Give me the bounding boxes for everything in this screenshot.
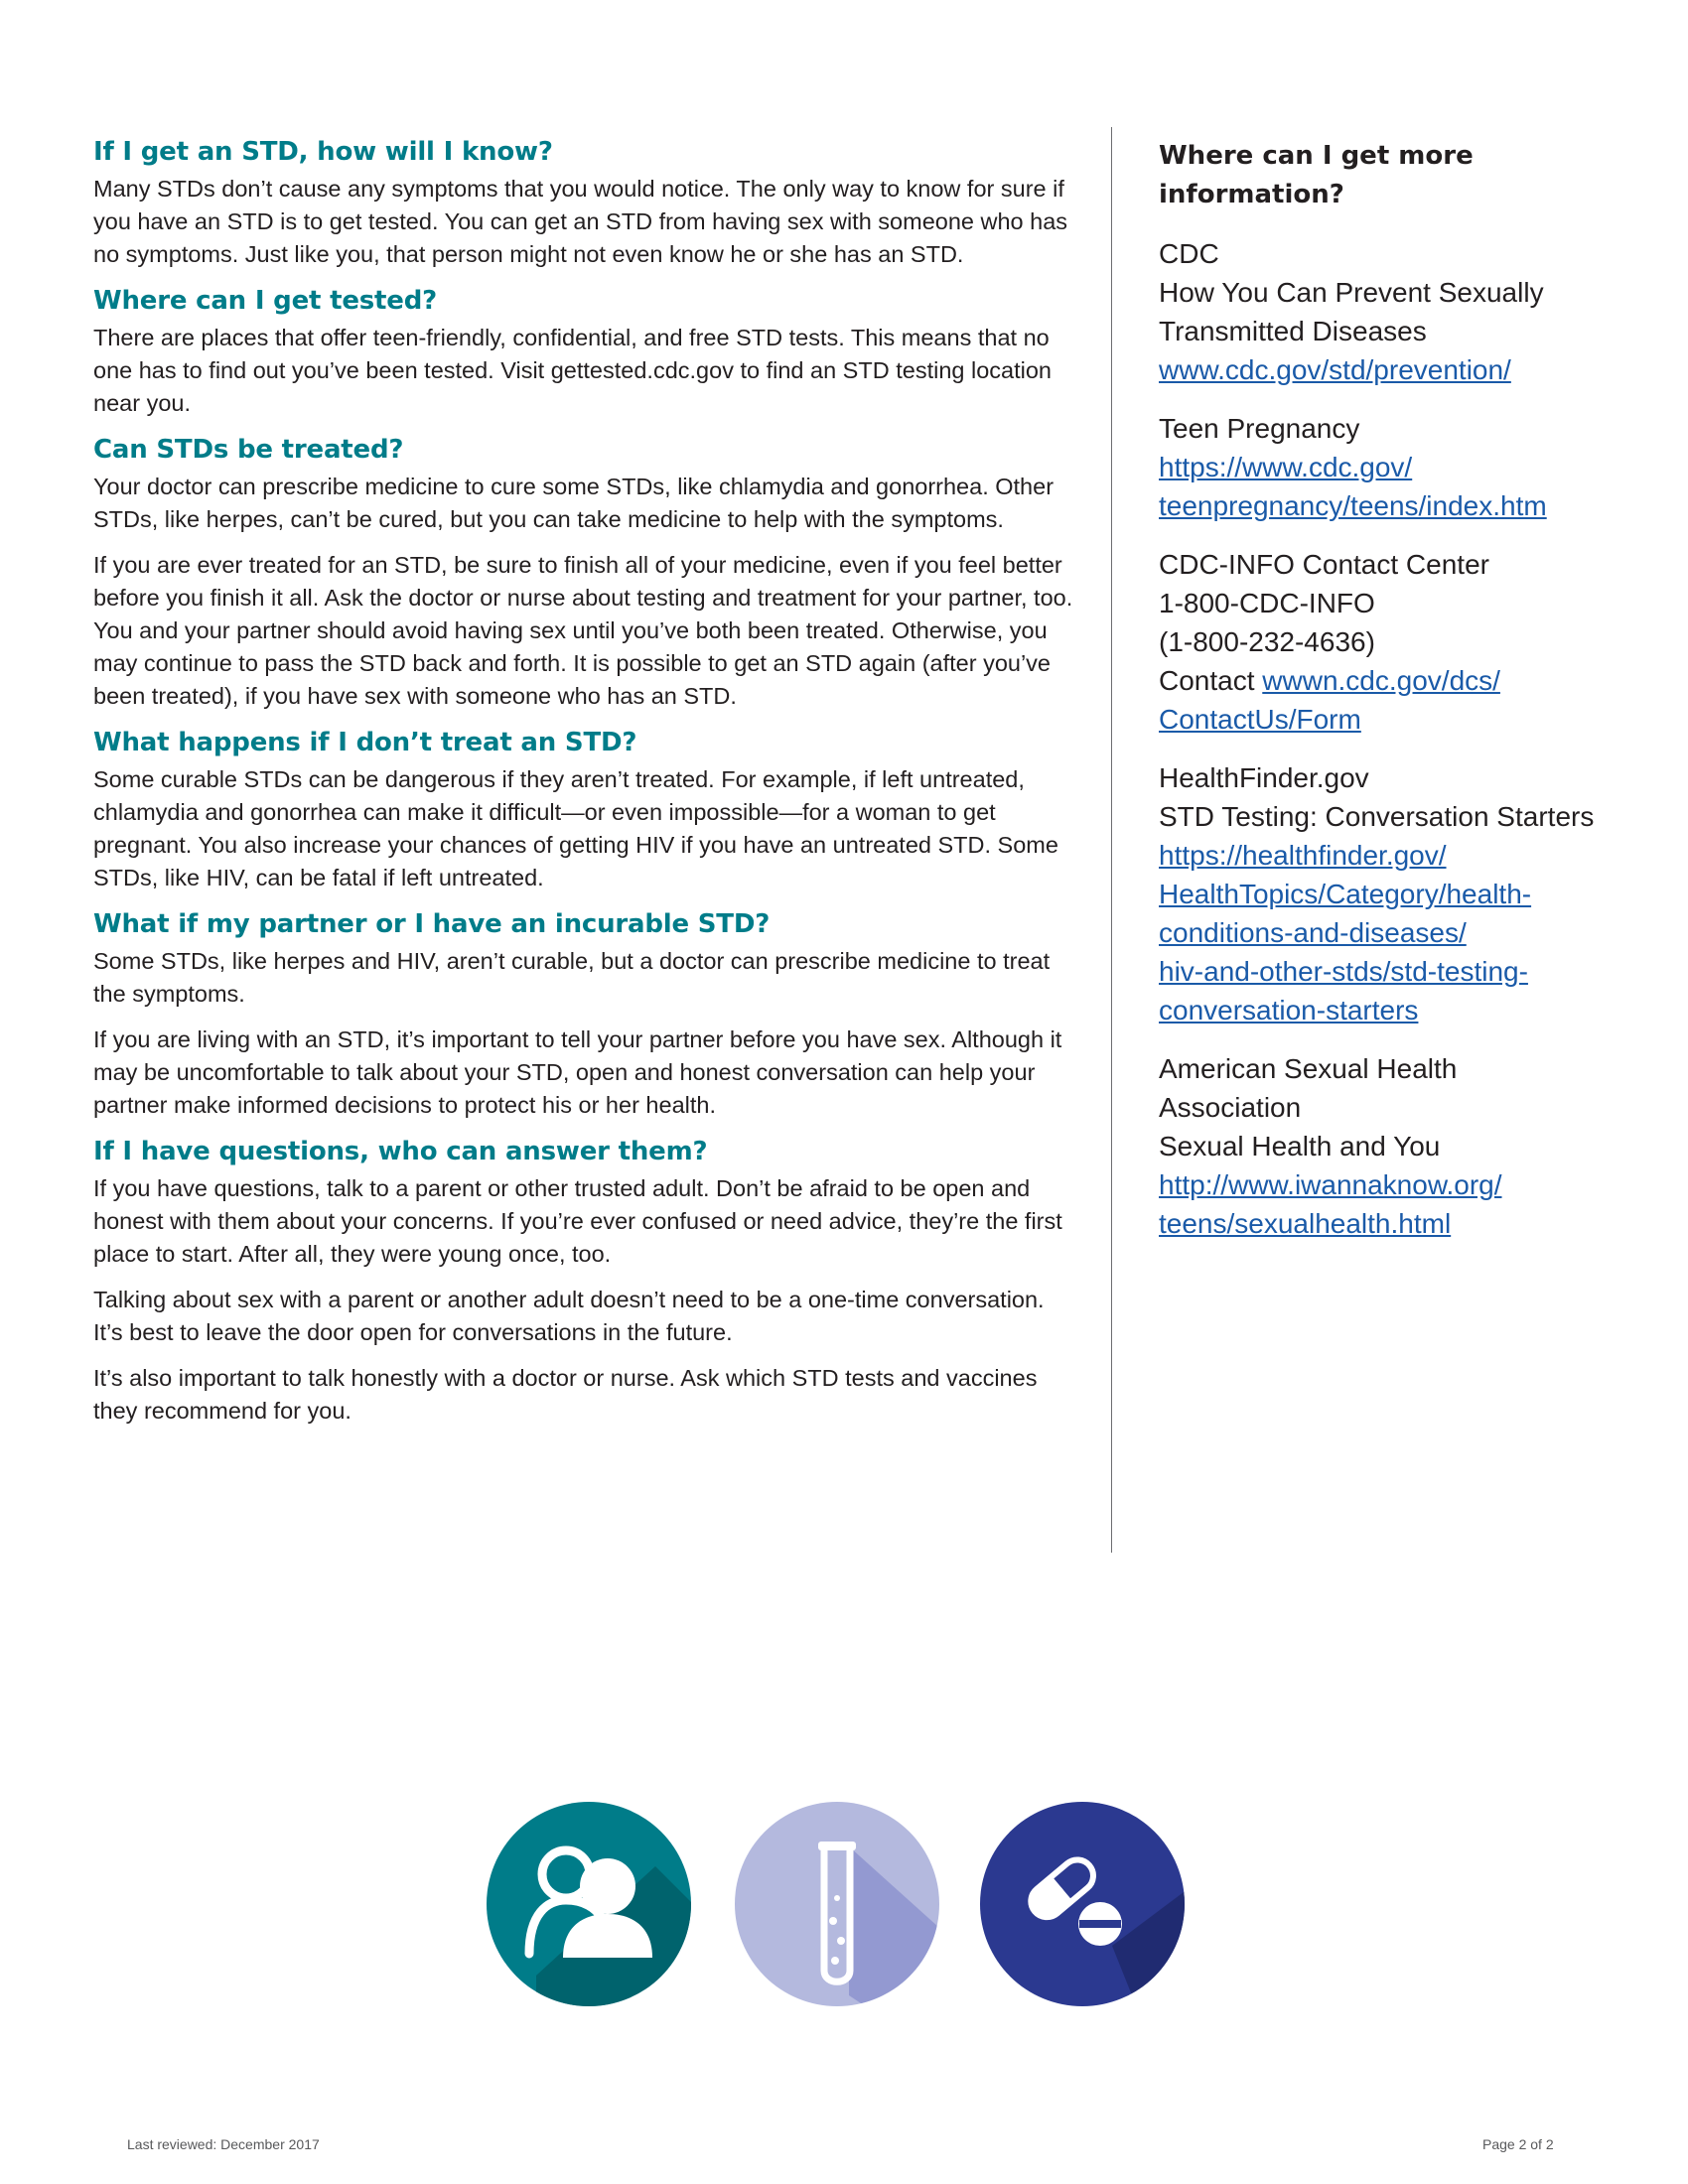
resource-org: Association	[1159, 1092, 1302, 1123]
resource-healthfinder	[1159, 758, 1616, 1029]
healthfinder-link-line[interactable]: conditions-and-diseases/	[1159, 917, 1467, 948]
resource-title: Sexual Health and You	[1159, 1131, 1441, 1161]
contact-line	[1159, 661, 1616, 700]
healthfinder-link-line[interactable]: HealthTopics/Category/health-	[1159, 879, 1532, 909]
section-paragraph: Your doctor can prescribe medicine to cure some STDs, like chlamydia and gonorrhea. Other STDs, like herpes, can’t be cured, but you can take medicine to help with the symptoms.	[93, 474, 1055, 532]
healthfinder-link-line[interactable]: hiv-and-other-stds/std-testing-	[1159, 956, 1528, 987]
section-paragraph: If you are living with an STD, it’s important to tell your partner before you have sex. Although it may be uncomfortable to talk about your STD, open and honest conversation can help your partner make informed decisions to protect his or her health.	[93, 1026, 1062, 1118]
column-divider	[1111, 127, 1112, 1553]
sidebar-heading-line: information?	[1159, 180, 1344, 209]
last-reviewed: Last reviewed: December 2017	[127, 2136, 320, 2152]
resource-title: How You Can Prevent Sexually	[1159, 277, 1544, 308]
section-paragraph: If you are ever treated for an STD, be sure to finish all of your medicine, even if you feel better before you finish it all. Ask the doctor or nurse about testing and treatment for your partner, too. You and your partner should avoid having sex until you’ve both been treated. Otherwise, you may continue to pass the STD back and forth. It is possible to get an STD again (after you’ve been treated), if you have sex with someone who has an STD.	[93, 552, 1073, 709]
resource-teen-pregnancy	[1159, 409, 1616, 525]
resource-org: CDC	[1159, 238, 1219, 269]
contact-label: Contact	[1159, 665, 1255, 696]
contact-form-link[interactable]: wwwn.cdc.gov/dcs/	[1262, 665, 1500, 696]
section-heading: If I get an STD, how will I know?	[93, 137, 553, 167]
section-heading: If I have questions, who can answer them?	[93, 1137, 708, 1166]
section-heading: Can STDs be treated?	[93, 435, 404, 465]
healthfinder-link[interactable]	[1159, 836, 1616, 1029]
sidebar-heading	[1159, 137, 1616, 214]
resource-cdc-info	[1159, 545, 1616, 739]
phone-number: (1-800-232-4636)	[1159, 626, 1375, 657]
resource-cdc	[1159, 234, 1616, 389]
resource-org: American Sexual Health	[1159, 1053, 1458, 1084]
section-know	[93, 135, 1076, 271]
healthfinder-link-line[interactable]: conversation-starters	[1159, 995, 1419, 1025]
healthfinder-link-line[interactable]: https://healthfinder.gov/	[1159, 840, 1447, 871]
section-heading: What if my partner or I have an incurable STD?	[93, 909, 771, 939]
contact-form-link-line[interactable]: ContactUs/Form	[1159, 704, 1361, 735]
resource-title: Transmitted Diseases	[1159, 316, 1427, 346]
resource-org: HealthFinder.gov	[1159, 762, 1369, 793]
more-info-sidebar	[1159, 137, 1616, 1263]
asha-link-line[interactable]: teens/sexualhealth.html	[1159, 1208, 1452, 1239]
sidebar-heading-line: Where can I get more	[1159, 141, 1474, 171]
teen-pregnancy-link-line[interactable]: teenpregnancy/teens/index.htm	[1159, 490, 1547, 521]
pills-icon	[980, 1802, 1241, 2045]
asha-link[interactable]	[1159, 1165, 1616, 1243]
resource-title: Teen Pregnancy	[1159, 413, 1360, 444]
asha-link-line[interactable]: http://www.iwannaknow.org/	[1159, 1169, 1502, 1200]
section-tested	[93, 284, 1076, 420]
resource-asha	[1159, 1049, 1616, 1243]
section-questions	[93, 1135, 1076, 1428]
section-heading: What happens if I don’t treat an STD?	[93, 728, 637, 757]
page-number: Page 2 of 2	[1482, 2136, 1554, 2152]
section-paragraph: Talking about sex with a parent or another adult doesn’t need to be a one-time conversation. It’s best to leave the door open for conversations in the future.	[93, 1287, 1045, 1345]
section-heading: Where can I get tested?	[93, 286, 437, 316]
cdc-prevention-link[interactable]: www.cdc.gov/std/prevention/	[1159, 354, 1511, 385]
phone-number: 1-800-CDC-INFO	[1159, 588, 1375, 618]
resource-title: STD Testing: Conversation Starters	[1159, 801, 1595, 832]
main-content	[93, 135, 1076, 1440]
section-paragraph: Many STDs don’t cause any symptoms that you would notice. The only way to know for sure if you have an STD is to get tested. You can get an STD from having sex with someone who has no symptoms. Just like you, that person might not even know he or she has an STD.	[93, 176, 1068, 267]
test-tube-icon	[735, 1802, 948, 2025]
teen-pregnancy-link-line[interactable]: https://www.cdc.gov/	[1159, 452, 1413, 482]
people-icon	[487, 1802, 755, 2085]
section-treated	[93, 433, 1076, 713]
section-paragraph: It’s also important to talk honestly with a doctor or nurse. Ask which STD tests and vaccines they recommend for you.	[93, 1365, 1038, 1424]
section-paragraph: Some curable STDs can be dangerous if they aren’t treated. For example, if left untreated, chlamydia and gonorrhea can make it difficult—or even impossible—for a woman to get pregnant. You also increase your chances of getting HIV if you have an untreated STD. Some STDs, like HIV, can be fatal if left untreated.	[93, 766, 1058, 890]
section-untreated	[93, 726, 1076, 894]
section-paragraph: If you have questions, talk to a parent or other trusted adult. Don’t be afraid to be open and honest with them about your concerns. If you’re ever confused or need advice, they’re the first place to start. After all, they were young once, too.	[93, 1175, 1062, 1267]
section-paragraph: There are places that offer teen-friendly, confidential, and free STD tests. This means that no one has to find out you’ve been tested. Visit gettested.cdc.gov to find an STD testing location near you.	[93, 325, 1052, 416]
teen-pregnancy-link[interactable]	[1159, 448, 1616, 525]
section-paragraph: Some STDs, like herpes and HIV, aren’t curable, but a doctor can prescribe medicine to treat the symptoms.	[93, 948, 1051, 1007]
section-incurable	[93, 907, 1076, 1122]
resource-title: CDC-INFO Contact Center	[1159, 549, 1489, 580]
